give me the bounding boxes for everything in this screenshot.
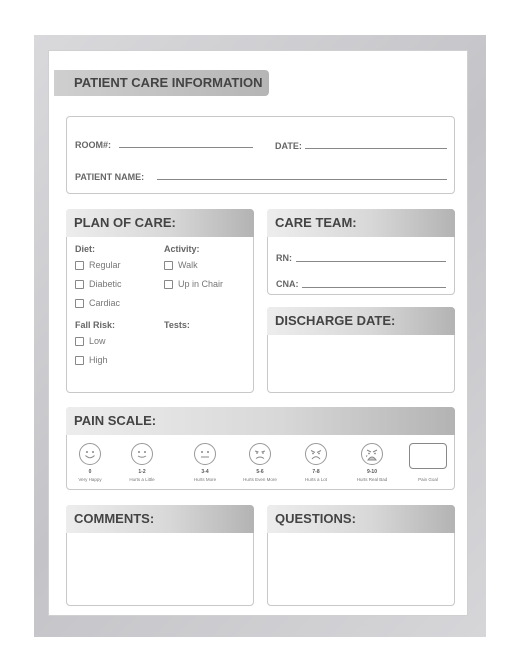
rn-label: RN: xyxy=(276,253,292,263)
comments-box[interactable] xyxy=(66,505,254,606)
crying-face-icon[interactable] xyxy=(361,443,383,465)
date-field[interactable] xyxy=(305,148,447,149)
pain-level-number: 5-6 xyxy=(256,469,264,475)
room-field[interactable] xyxy=(119,147,253,148)
page-title: PATIENT CARE INFORMATION xyxy=(54,70,269,96)
sad-face-icon[interactable] xyxy=(305,443,327,465)
very-happy-face-icon[interactable] xyxy=(79,443,101,465)
questions-header: QUESTIONS: xyxy=(267,505,455,533)
activity-label: Activity: xyxy=(164,244,200,254)
pain-level-desc: Hurts a Lot xyxy=(304,477,327,482)
cna-label: CNA: xyxy=(276,279,299,289)
fall-option-label: Low xyxy=(89,336,106,346)
neutral-face-icon[interactable] xyxy=(194,443,216,465)
tests-label: Tests: xyxy=(164,320,190,330)
diet-option-label: Diabetic xyxy=(89,279,122,289)
discharge-date-box[interactable] xyxy=(267,307,455,393)
questions-box[interactable] xyxy=(267,505,455,606)
fall-risk-low-checkbox[interactable] xyxy=(75,337,84,346)
patient-info-box xyxy=(66,116,455,194)
discharge-date-header: DISCHARGE DATE: xyxy=(267,307,455,335)
activity-up-in-chair-checkbox[interactable] xyxy=(164,280,173,289)
activity-walk-checkbox[interactable] xyxy=(164,261,173,270)
fall-option-label: High xyxy=(89,355,108,365)
pain-level-number: 0 xyxy=(88,469,92,475)
diet-diabetic-checkbox[interactable] xyxy=(75,280,84,289)
pain-level-desc: Very Happy xyxy=(78,477,102,482)
pain-level-number: 9-10 xyxy=(366,469,377,475)
fall-risk-label: Fall Risk: xyxy=(75,320,116,330)
pain-scale-header: PAIN SCALE: xyxy=(66,407,455,435)
diet-label: Diet: xyxy=(75,244,95,254)
activity-option-label: Walk xyxy=(178,260,198,270)
activity-option-label: Up in Chair xyxy=(178,279,224,289)
pain-goal-label: Pain Goal xyxy=(418,477,438,482)
pain-level-desc: Hurts Real Bad xyxy=(356,477,388,482)
comments-header: COMMENTS: xyxy=(66,505,254,533)
care-team-header: CARE TEAM: xyxy=(267,209,455,237)
patient-name-label: PATIENT NAME: xyxy=(75,172,145,182)
diet-regular-checkbox[interactable] xyxy=(75,261,84,270)
care-team-box xyxy=(267,209,455,295)
pain-level-desc: Hurts Even More xyxy=(243,477,277,482)
slight-hurt-face-icon[interactable] xyxy=(131,443,153,465)
pain-level-number: 3-4 xyxy=(201,469,209,475)
diet-cardiac-checkbox[interactable] xyxy=(75,299,84,308)
pain-level-number: 1-2 xyxy=(138,469,146,475)
plan-of-care-box xyxy=(66,209,254,393)
diet-option-label: Cardiac xyxy=(89,298,121,308)
pain-level-number: 7-8 xyxy=(312,469,320,475)
pain-level-desc: Hurts More xyxy=(193,477,217,482)
plan-of-care-header: PLAN OF CARE: xyxy=(66,209,254,237)
pain-level-desc: Hurts a Little xyxy=(129,477,155,482)
fall-risk-high-checkbox[interactable] xyxy=(75,356,84,365)
room-label: ROOM#: xyxy=(75,140,111,150)
diet-option-label: Regular xyxy=(89,260,121,270)
frown-face-icon[interactable] xyxy=(249,443,271,465)
patient-name-field[interactable] xyxy=(157,179,447,180)
rn-field[interactable] xyxy=(296,261,446,262)
pain-goal-box[interactable] xyxy=(409,443,447,469)
date-label: DATE: xyxy=(275,141,302,151)
cna-field[interactable] xyxy=(302,287,446,288)
pain-scale-box xyxy=(66,407,455,490)
